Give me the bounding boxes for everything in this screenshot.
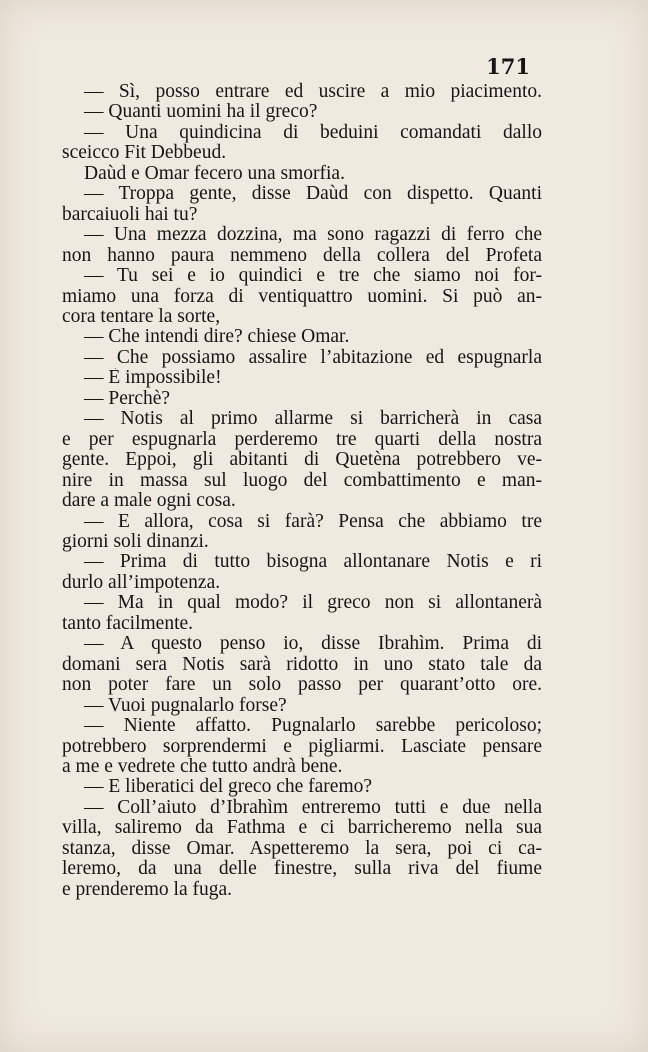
text-line: — Una mezza dozzina, ma sono ragazzi di ferro che — [84, 225, 542, 246]
body-text — [62, 82, 542, 900]
text-line: miamo una forza di ventiquattro uomini. Si può an- — [62, 286, 542, 307]
text-line: — Che possiamo assalire l’abitazione ed espugnarla — [84, 347, 542, 368]
text-line: — Quanti uomini ha il greco? — [84, 102, 318, 123]
text-line: — E liberatici del greco che faremo? — [84, 777, 373, 798]
text-line: dare a male ogni cosa. — [62, 491, 236, 512]
text-line: tanto facilmente. — [62, 613, 194, 634]
text-line: — Troppa gente, disse Daùd con dispetto. Quanti — [84, 184, 542, 205]
text-line: — E allora, cosa si farà? Pensa che abbiamo tre — [84, 511, 542, 532]
text-line: domani sera Notis sarà ridotto in uno stato tale da — [62, 654, 542, 675]
text-line: — Perchè? — [84, 388, 171, 409]
text-line: e prenderemo la fuga. — [62, 879, 232, 900]
page-number: 171 — [486, 54, 530, 79]
text-line: cora tentare la sorte, — [62, 306, 221, 327]
text-line: — Ma in qual modo? il greco non si allontanerà — [84, 593, 542, 614]
text-line: durlo all’impotenza. — [62, 572, 221, 593]
text-line: — È impossibile! — [84, 368, 222, 389]
text-line: — A questo penso io, disse Ibrahìm. Prima di — [84, 634, 542, 655]
text-line: non poter fare un solo passo per quarant’otto ore. — [62, 675, 542, 696]
text-line: nire in massa sul luogo del combattimento e man- — [62, 470, 542, 491]
text-line: — Sì, posso entrare ed uscire a mio piacimento. — [84, 82, 542, 102]
text-line: non hanno paura nemmeno della collera del Profeta — [62, 245, 542, 266]
text-line: e per espugnarla perderemo tre quarti della nostra — [62, 429, 542, 450]
text-line: gente. Eppoi, gli abitanti di Quetèna potrebbero ve- — [62, 450, 542, 471]
text-line: — Che intendi dire? chiese Omar. — [84, 327, 350, 348]
text-line: — Tu sei e io quindici e tre che siamo noi for- — [84, 266, 542, 287]
text-line: — Vuoi pugnalarlo forse? — [84, 695, 287, 716]
text-line: villa, saliremo da Fathma e ci barricheremo nella sua — [62, 818, 542, 839]
text-line: — Notis al primo allarme si barricherà in casa — [84, 409, 542, 430]
text-line: giorni soli dinanzi. — [62, 531, 209, 552]
text-line: sceicco Fit Debbeud. — [62, 143, 227, 164]
text-line: stanza, disse Omar. Aspetteremo la sera, poi ci ca- — [62, 838, 542, 859]
text-line: leremo, da una delle finestre, sulla riva del fiume — [62, 859, 542, 880]
text-line: Daùd e Omar fecero una smorfia. — [84, 163, 345, 184]
text-line: — Una quindicina di beduini comandati dallo — [84, 122, 542, 143]
text-line: — Coll’aiuto d’Ibrahìm entreremo tutti e due nella — [84, 797, 542, 818]
text-line: — Niente affatto. Pugnalarlo sarebbe pericoloso; — [84, 716, 542, 737]
text-line: potrebbero sorprendermi e pigliarmi. Lasciate pensare — [62, 736, 542, 757]
text-line: barcaiuoli hai tu? — [62, 204, 198, 225]
text-line: — Prima di tutto bisogna allontanare Notis e ri — [84, 552, 542, 573]
text-line: a me e vedrete che tutto andrà bene. — [62, 756, 343, 777]
